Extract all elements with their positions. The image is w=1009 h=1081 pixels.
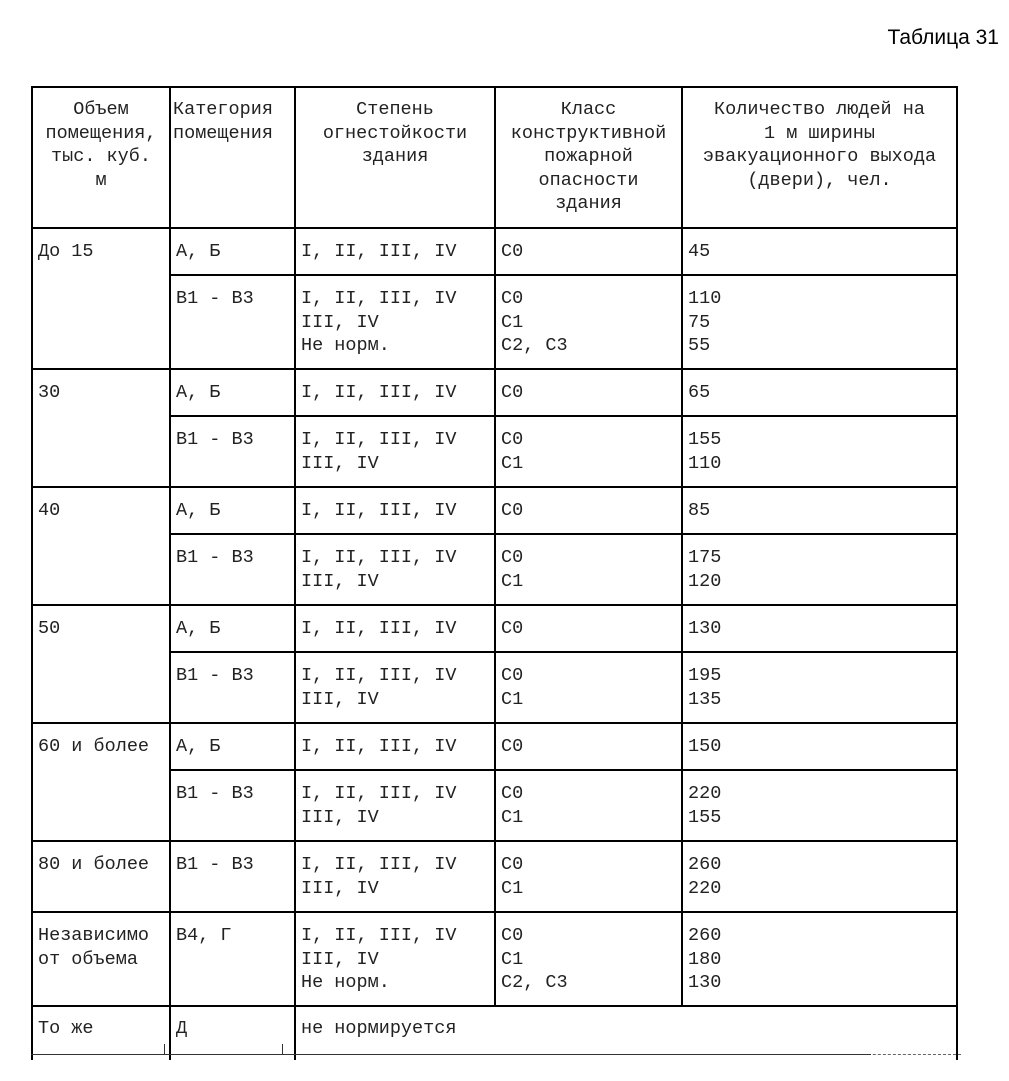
- volume-cell: Независимо от объема: [32, 912, 170, 1006]
- table-row: [32, 605, 957, 652]
- table-row: [32, 912, 957, 1006]
- resistance-cell: I, II, III, IV III, IV: [295, 534, 495, 605]
- volume-cell: 60 и более: [32, 723, 170, 841]
- people-cell: 85: [682, 487, 957, 534]
- header-fire-resistance: Степень огнестойкости здания: [295, 87, 495, 228]
- class-cell: C0: [495, 605, 682, 652]
- bottom-tick: [164, 1044, 165, 1055]
- volume-cell: 30: [32, 369, 170, 487]
- people-cell: 110 75 55: [682, 275, 957, 369]
- table-row: [32, 841, 957, 912]
- class-cell: C0: [495, 228, 682, 275]
- header-category: Категория помещения: [170, 87, 295, 228]
- class-cell: C0 C1 C2, C3: [495, 275, 682, 369]
- evacuation-table: [31, 86, 958, 1060]
- category-cell: А, Б: [170, 228, 295, 275]
- table-header-row: [32, 87, 957, 228]
- class-cell: C0 C1: [495, 770, 682, 841]
- people-cell: 175 120: [682, 534, 957, 605]
- people-cell: 65: [682, 369, 957, 416]
- table-row: [32, 770, 957, 841]
- resistance-cell: I, II, III, IV III, IV Не норм.: [295, 912, 495, 1006]
- bottom-tick: [282, 1044, 283, 1055]
- header-construction-class: Класс конструктивной пожарной опасности здания: [495, 87, 682, 228]
- resistance-cell: I, II, III, IV III, IV: [295, 416, 495, 487]
- resistance-cell: I, II, III, IV: [295, 723, 495, 770]
- resistance-cell: I, II, III, IV: [295, 228, 495, 275]
- category-cell: В1 - В3: [170, 652, 295, 723]
- resistance-cell: I, II, III, IV: [295, 605, 495, 652]
- category-cell: А, Б: [170, 487, 295, 534]
- table-row: [32, 534, 957, 605]
- table-row: [32, 416, 957, 487]
- header-volume: Объем помещения, тыс. куб. м: [32, 87, 170, 228]
- category-cell: В1 - В3: [170, 416, 295, 487]
- class-cell: C0: [495, 369, 682, 416]
- class-cell: C0 C1: [495, 416, 682, 487]
- table-row: [32, 275, 957, 369]
- table-row: [32, 228, 957, 275]
- category-cell: А, Б: [170, 369, 295, 416]
- table-row: [32, 369, 957, 416]
- volume-cell: 40: [32, 487, 170, 605]
- table-row: [32, 1006, 957, 1060]
- category-cell: А, Б: [170, 723, 295, 770]
- volume-cell: До 15: [32, 228, 170, 369]
- category-cell: А, Б: [170, 605, 295, 652]
- class-cell: C0: [495, 723, 682, 770]
- resistance-cell: I, II, III, IV III, IV: [295, 770, 495, 841]
- people-cell: 195 135: [682, 652, 957, 723]
- note-cell: не нормируется: [295, 1006, 957, 1060]
- category-cell: В1 - В3: [170, 770, 295, 841]
- category-cell: Д: [170, 1006, 295, 1060]
- people-cell: 45: [682, 228, 957, 275]
- category-cell: В1 - В3: [170, 275, 295, 369]
- people-cell: 260 220: [682, 841, 957, 912]
- class-cell: C0 C1: [495, 841, 682, 912]
- volume-cell: То же: [32, 1006, 170, 1060]
- table-row: [32, 652, 957, 723]
- people-cell: 220 155: [682, 770, 957, 841]
- people-cell: 155 110: [682, 416, 957, 487]
- people-cell: 150: [682, 723, 957, 770]
- resistance-cell: I, II, III, IV: [295, 487, 495, 534]
- table-caption: Таблица 31: [887, 26, 999, 49]
- resistance-cell: I, II, III, IV III, IV: [295, 652, 495, 723]
- class-cell: C0 C1: [495, 534, 682, 605]
- people-cell: 260 180 130: [682, 912, 957, 1006]
- class-cell: C0 C1 C2, C3: [495, 912, 682, 1006]
- people-cell: 130: [682, 605, 957, 652]
- table-row: [32, 723, 957, 770]
- class-cell: C0: [495, 487, 682, 534]
- table-row: [32, 487, 957, 534]
- volume-cell: 80 и более: [32, 841, 170, 912]
- resistance-cell: I, II, III, IV III, IV: [295, 841, 495, 912]
- resistance-cell: I, II, III, IV: [295, 369, 495, 416]
- category-cell: В4, Г: [170, 912, 295, 1006]
- category-cell: В1 - В3: [170, 534, 295, 605]
- class-cell: C0 C1: [495, 652, 682, 723]
- volume-cell: 50: [32, 605, 170, 723]
- header-people: Количество людей на 1 м ширины эвакуационного выхода (двери), чел.: [682, 87, 957, 228]
- resistance-cell: I, II, III, IV III, IV Не норм.: [295, 275, 495, 369]
- bottom-rule: [31, 1054, 871, 1055]
- category-cell: В1 - В3: [170, 841, 295, 912]
